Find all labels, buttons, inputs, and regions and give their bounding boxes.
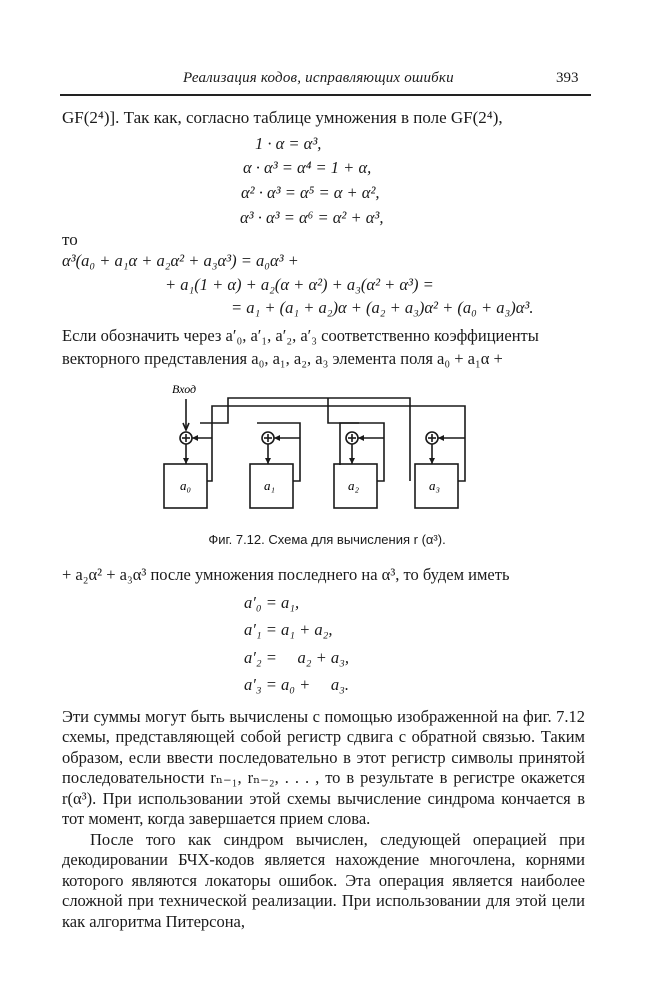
derivation-line-3: = a₁ + (a₁ + a₂)α + (a₂ + a₃)α² + (a₀ + a₃)α³. (231, 298, 534, 317)
result-eq-4: a′₃ = a₀ + a₃. (244, 675, 349, 694)
register-a0: a₀ (180, 478, 192, 493)
running-title: Реализация кодов, исправляющих ошибки (183, 70, 454, 86)
paragraph-next-text: После того как синдром вычислен, следующей операцией при декодировании БЧХ-кодов является нахождение многочлена, корнями которого являются локаторы ошибок. Эта операция является наиболее сложной при технической реализации. При использовании для этой цели как алгоритма Питерсона, (62, 830, 585, 931)
result-eq-2: a′₁ = a₁ + a₂, (244, 620, 333, 639)
register-a1: a₁ (264, 478, 276, 493)
register-a3: a₃ (429, 478, 441, 493)
register-a2: a₂ (348, 478, 360, 493)
intro-line: GF(2⁴)]. Так как, согласно таблице умножения в поле GF(2⁴), (62, 108, 503, 127)
input-label: Вход (172, 382, 197, 396)
derivation-line-1: α³(a₀ + a₁α + a₂α² + a₃α³) = a₀α³ + (62, 251, 299, 270)
shift-register-figure (150, 375, 480, 523)
paragraph-sums-text: Эти суммы могут быть вычислены с помощью изображенной на фиг. 7.12 схемы, представляющей собой регистр сдвига с обратной связью. Таким образом, если ввести последовательно в этот регистр символы принятой последовательности rₙ₋₁, rₙ₋₂, . . . , то в результате в регистре окажется r(α³). При использовании этой схемы вычисление синдрома кончается в тот момент, когда завершается прием слова. (62, 707, 585, 829)
mult-eq-1: 1 · α = α³, (255, 134, 322, 153)
para-before-fig-line-1: Если обозначить через a′₀, a′₁, a′₂, a′₃ соответственно коэффициенты (62, 326, 539, 345)
derivation-line-2: + a₁(1 + α) + a₂(α + α²) + a₃(α² + α³) = (165, 275, 434, 294)
paragraph-next (62, 830, 585, 932)
to-word: то (62, 230, 78, 249)
mult-eq-2: α · α³ = α⁴ = 1 + α, (243, 158, 372, 177)
line-after-figure: + a₂α² + a₃α³ после умножения последнего на α³, то будем иметь (62, 565, 510, 584)
mult-eq-3: α² · α³ = α⁵ = α + α², (241, 183, 380, 202)
para-before-fig-line-2: векторного представления a₀, a₁, a₂, a₃ элемента поля a₀ + a₁α + (62, 349, 503, 368)
mult-eq-4: α³ · α³ = α⁶ = α² + α³, (240, 208, 384, 227)
figure-caption: Фиг. 7.12. Схема для вычисления r (α³). (208, 532, 446, 547)
result-eq-1: a′₀ = a₁, (244, 593, 300, 612)
paragraph-sums (62, 707, 585, 829)
result-eq-3: a′₂ = a₂ + a₃, (244, 648, 349, 667)
page-number: 393 (556, 70, 579, 86)
header-rule (60, 94, 591, 96)
